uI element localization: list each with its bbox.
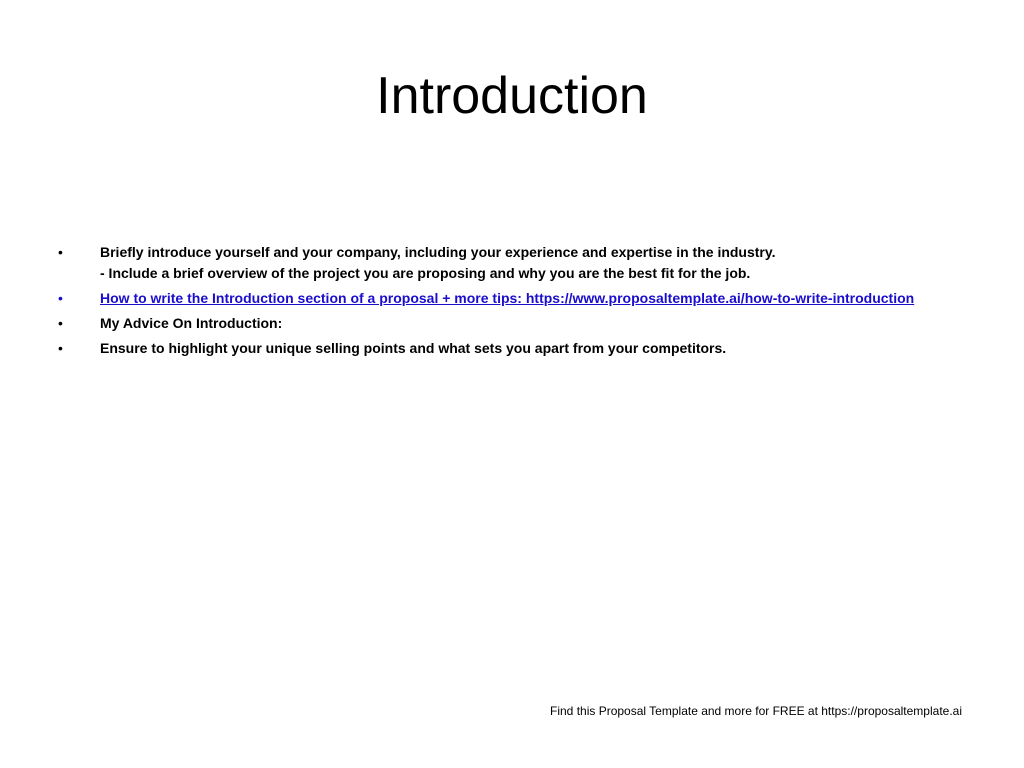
- bullet-item-link: [58, 288, 958, 309]
- bullet-item-intro: [58, 242, 958, 284]
- slide-title: Introduction: [376, 67, 648, 125]
- bullet-text-line-1: Briefly introduce yourself and your company, including your experience and expertise in the industry.: [100, 244, 776, 260]
- bullet-marker: •: [58, 244, 63, 260]
- bullet-item-selling-points: [58, 338, 958, 359]
- bullet-item-advice: [58, 313, 958, 334]
- bullet-marker: •: [58, 290, 63, 306]
- bullet-text-line-2: - Include a brief overview of the project you are proposing and why you are the best fit for the job.: [100, 265, 751, 281]
- footer-note: Find this Proposal Template and more for FREE at https://proposaltemplate.ai: [550, 704, 962, 718]
- bullet-marker: •: [58, 340, 63, 356]
- intro-tips-link[interactable]: How to write the Introduction section of a proposal + more tips: https://www.proposaltemplate.ai/how-to-write-introduction: [100, 290, 915, 306]
- bullet-text: My Advice On Introduction:: [100, 315, 283, 331]
- bullet-marker: •: [58, 315, 63, 331]
- bullet-list: [58, 242, 958, 363]
- bullet-text: Ensure to highlight your unique selling points and what sets you apart from your competitors.: [100, 340, 727, 356]
